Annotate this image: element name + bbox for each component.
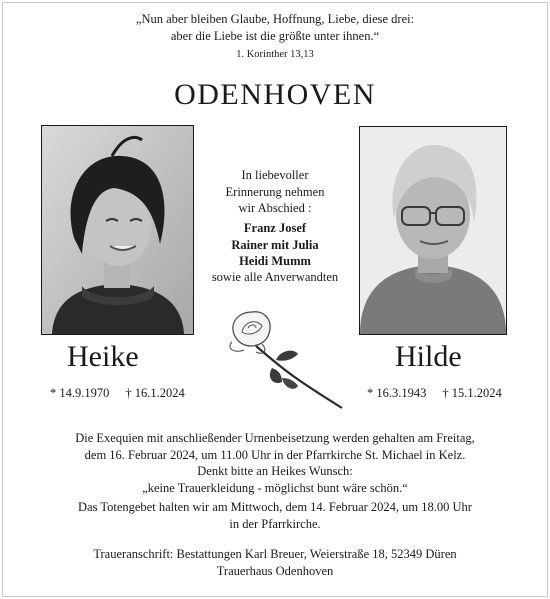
service-line: dem 16. Februar 2024, um 11.00 Uhr in der Pfarrkirche St. Michael in Kelz. — [84, 447, 466, 462]
portrait-photo-icon — [42, 126, 193, 334]
mourning-address — [0, 546, 550, 579]
life-dates-right — [367, 386, 502, 401]
remembrance-line: Erinnerung nehmen — [225, 184, 325, 199]
service-line: Denkt bitte an Heikes Wunsch: — [197, 464, 353, 478]
address-line: Traueranschrift: Bestattungen Karl Breuer, Weierstraße 18, 52349 Düren — [93, 547, 457, 561]
first-name-left: Heike — [67, 340, 139, 373]
remembrance-line: wir Abschied : — [238, 201, 312, 215]
portrait-photo-right — [359, 126, 507, 335]
mourner-name: Rainer mit Julia — [231, 237, 319, 252]
prayer-line: Das Totengebet halten wir am Mittwoch, dem 14. Februar 2024, um 18.00 Uhr — [78, 500, 472, 514]
death-date: † 16.1.2024 — [125, 386, 185, 400]
first-name-right: Hilde — [395, 340, 462, 373]
quote-line: „Nun aber bleiben Glaube, Hoffnung, Liebe, diese drei: — [135, 12, 415, 26]
service-line: „keine Trauerkleidung - möglichst bunt wäre schön.“ — [142, 480, 408, 495]
address-line: Trauerhaus Odenhoven — [216, 563, 334, 578]
birth-date: * 14.9.1970 — [50, 386, 110, 400]
prayer-line: in der Pfarrkirche. — [229, 516, 321, 531]
birth-date: * 16.3.1943 — [367, 386, 427, 400]
portrait-photo-icon — [360, 127, 506, 334]
life-dates-left — [50, 386, 185, 401]
family-name: ODENHOVEN — [174, 78, 376, 111]
remembrance-line: In liebevoller — [241, 168, 309, 182]
mourner-name: Franz Josef — [243, 221, 307, 235]
portrait-photo-left — [41, 125, 194, 335]
service-line: Die Exequien mit anschließender Urnenbeisetzung werden gehalten am Freitag, — [75, 431, 475, 445]
rose-icon — [222, 308, 346, 417]
bible-quote — [0, 11, 550, 45]
mourner-names — [197, 220, 353, 270]
quote-reference: 1. Korinther 13,13 — [236, 49, 314, 60]
death-date: † 15.1.2024 — [442, 386, 502, 400]
service-details — [0, 430, 550, 532]
quote-line: aber die Liebe ist die größte unter ihnen.“ — [170, 29, 380, 43]
remembrance-text — [197, 167, 353, 217]
other-relatives: sowie alle Anverwandten — [211, 270, 339, 284]
mourner-name: Heidi Mumm — [239, 254, 311, 268]
